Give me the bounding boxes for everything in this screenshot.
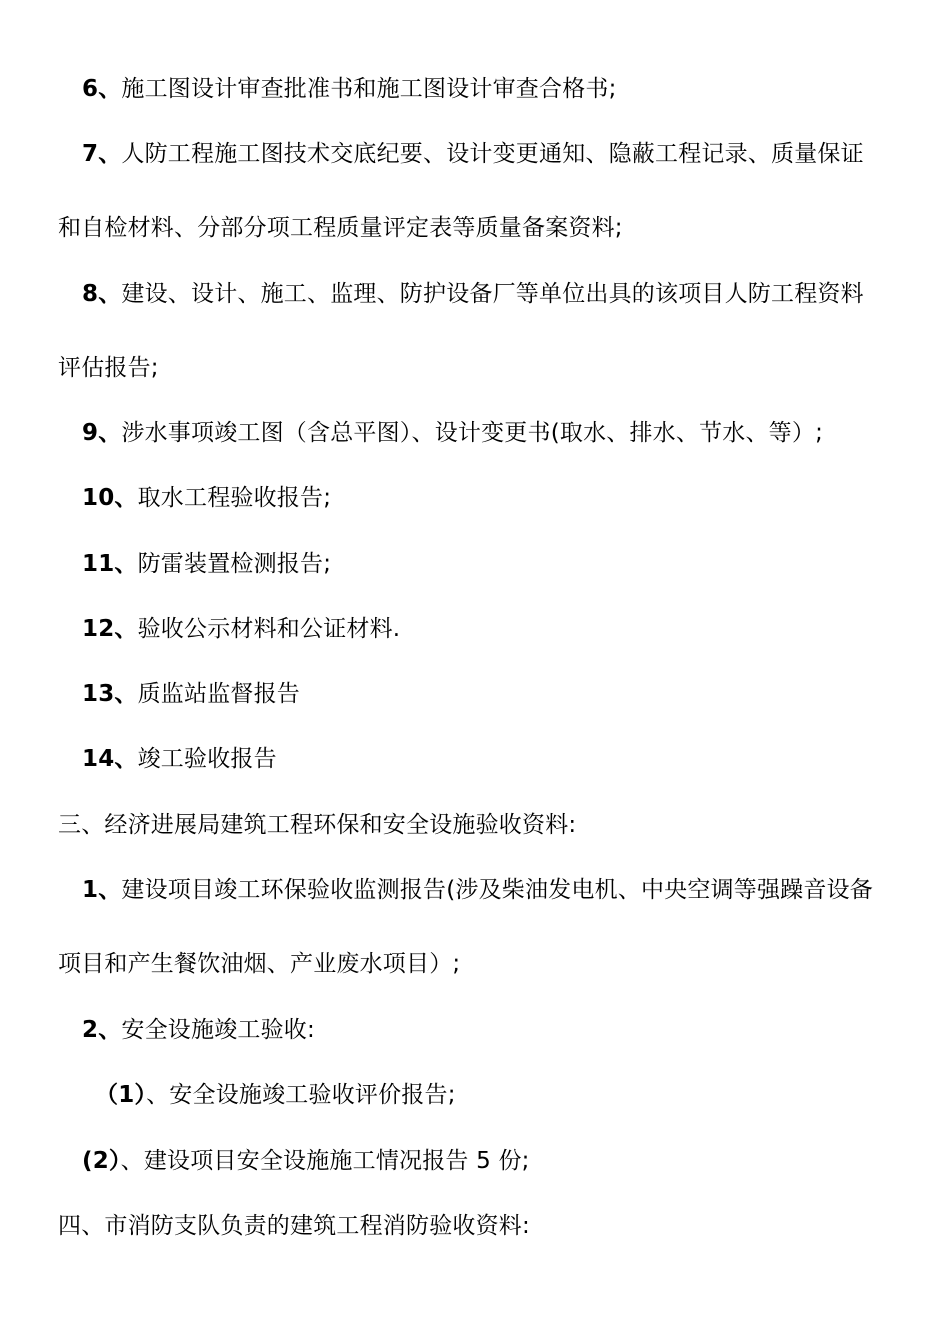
section-heading-3 xyxy=(58,810,576,840)
item-text: 质监站监督报告 xyxy=(137,681,301,707)
item-text: 建设、设计、施工、监理、防护设备厂等单位出具的该项目人防工程资料 xyxy=(121,281,864,307)
list-item-12 xyxy=(82,614,400,644)
list-item-1-continuation xyxy=(58,949,460,979)
item-text: 、安全设施竣工验收评价报告; xyxy=(146,1082,456,1108)
item-text: 涉水事项竣工图（含总平图）、设计变更书(取水、排水、节水、等）; xyxy=(121,420,824,446)
item-number: 14、 xyxy=(82,746,138,772)
item-text: 施工图设计审查批准书和施工图设计审查合格书; xyxy=(121,76,617,102)
list-item-14 xyxy=(82,744,277,774)
item-text: 评估报告; xyxy=(58,355,159,381)
section-heading-text: 三、经济进展局建筑工程环保和安全设施验收资料: xyxy=(58,812,577,838)
item-number: 12、 xyxy=(82,616,138,642)
item-number: 8、 xyxy=(82,281,122,307)
item-text: 取水工程验收报告; xyxy=(137,485,332,511)
item-text: 防雷装置检测报告; xyxy=(137,551,332,577)
item-text: 竣工验收报告 xyxy=(137,746,277,772)
list-item-7-continuation xyxy=(58,213,623,243)
list-item-8-continuation xyxy=(58,353,159,383)
item-number: (2） xyxy=(82,1148,121,1174)
sub-item-1 xyxy=(95,1080,456,1110)
item-text: 验收公示材料和公证材料. xyxy=(137,616,401,642)
list-item-11 xyxy=(82,549,331,579)
item-number: 9、 xyxy=(82,420,122,446)
section-heading-text: 四、市消防支队负责的建筑工程消防验收资料: xyxy=(58,1213,530,1239)
list-item-9 xyxy=(82,418,823,448)
item-number: 13、 xyxy=(82,681,138,707)
list-item-13 xyxy=(82,679,300,709)
item-text: 人防工程施工图技术交底纪要、设计变更通知、隐蔽工程记录、质量保证 xyxy=(121,141,864,167)
item-text: 建设项目竣工环保验收监测报告(涉及柴油发电机、中央空调等强躁音设备 xyxy=(121,877,873,903)
item-number: 11、 xyxy=(82,551,138,577)
item-text: 和自检材料、分部分项工程质量评定表等质量备案资料; xyxy=(58,215,623,241)
list-item-7 xyxy=(82,139,864,169)
item-number: 2、 xyxy=(82,1017,122,1043)
list-item-8 xyxy=(82,279,864,309)
item-number: 1、 xyxy=(82,877,122,903)
item-number: 7、 xyxy=(82,141,122,167)
item-text: 、建设项目安全设施施工情况报告 5 份; xyxy=(120,1148,530,1174)
item-text: 安全设施竣工验收: xyxy=(121,1017,315,1043)
item-number: 10、 xyxy=(82,485,138,511)
list-item-1 xyxy=(82,875,873,905)
section-heading-4 xyxy=(58,1211,530,1241)
list-item-2 xyxy=(82,1015,315,1045)
item-text: 项目和产生餐饮油烟、产业废水项目）; xyxy=(58,951,461,977)
list-item-10 xyxy=(82,483,331,513)
item-number: 6、 xyxy=(82,76,122,102)
item-number: （1） xyxy=(95,1082,147,1108)
sub-item-2 xyxy=(82,1146,530,1176)
list-item-6 xyxy=(82,74,617,104)
